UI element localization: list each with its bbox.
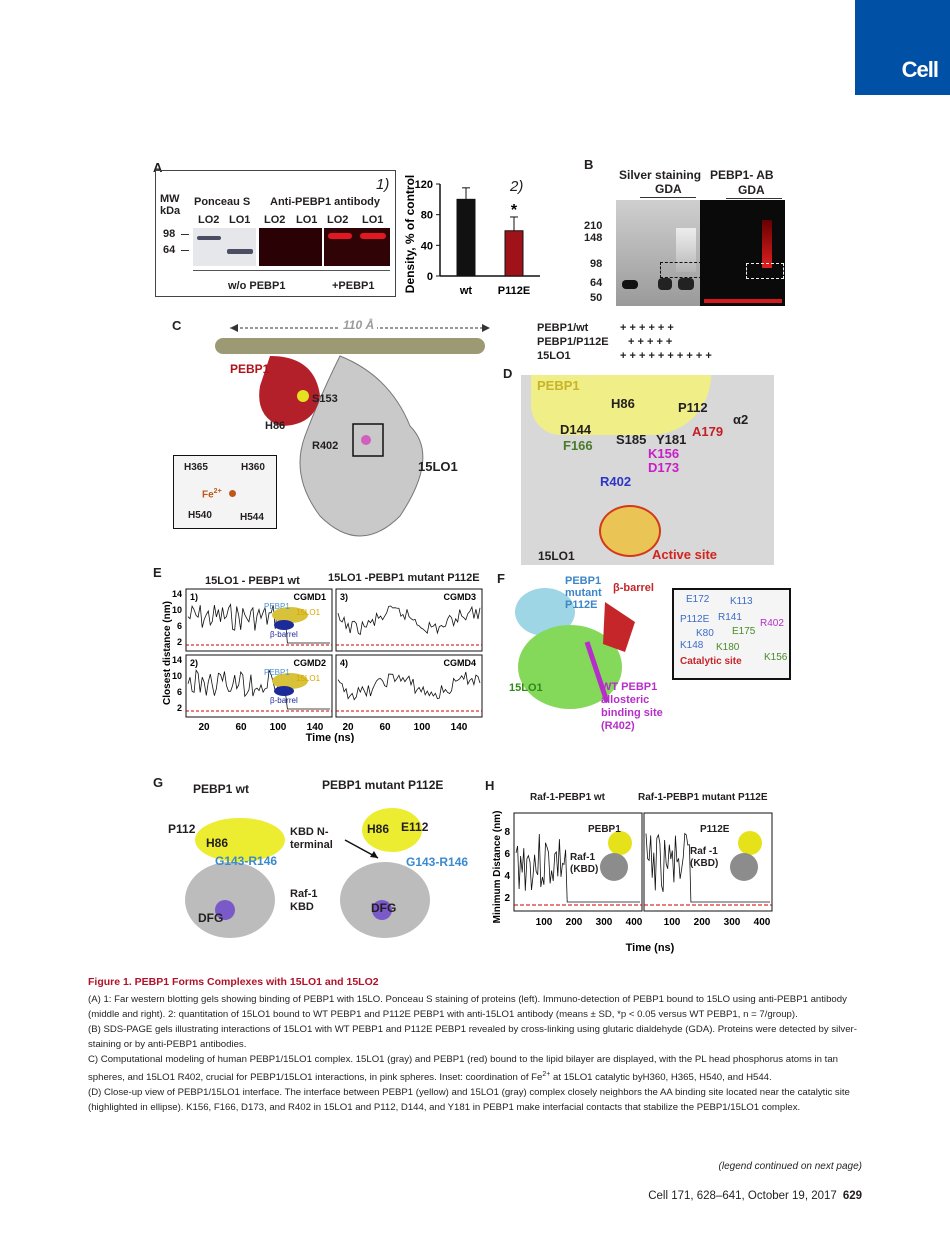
cell-journal-badge	[855, 0, 950, 95]
f-15lo1-label: 15LO1	[509, 682, 543, 694]
category-label: P112E	[497, 285, 531, 297]
page-footer	[648, 1190, 862, 1202]
f-inset-label: E172	[686, 594, 710, 605]
caption-c-sup: 2+	[542, 1071, 551, 1078]
mw-64-tick	[181, 250, 189, 251]
y-tick-label: 8	[504, 827, 510, 838]
x-tick-label: 100	[413, 722, 431, 733]
cgmd-label: CGMD4	[443, 658, 476, 668]
subplot-number: 1)	[190, 592, 199, 602]
pebp1-mini-structure	[738, 831, 762, 855]
f-bbarrel-label: β-barrel	[613, 582, 654, 594]
gda-bracket-2	[726, 198, 782, 199]
bar-chart-plot	[415, 179, 540, 297]
f-inset-label: K156	[764, 652, 788, 663]
h540-label: H540	[188, 510, 212, 521]
f-wt-site-label: WT PEBP1 allosteric binding site (R402)	[601, 681, 663, 732]
g-raf1-kbd-label: Raf-1 KBD	[290, 888, 318, 913]
row-marks: + + + + + +	[620, 322, 674, 334]
g-g143b-label: G143-R146	[406, 855, 469, 869]
d-p112-label: P112	[678, 400, 708, 415]
panel-b-letter: B	[584, 157, 594, 172]
row-label-15lo1: 15LO1	[537, 350, 571, 362]
x-tick-label: 200	[565, 917, 583, 928]
raf1-mini-structure	[600, 853, 628, 881]
f-interface-inset	[672, 588, 791, 680]
y-tick-label: 2	[176, 637, 182, 647]
cgmd-label: CGMD3	[443, 592, 476, 602]
raf1-mini-structure	[730, 853, 758, 881]
distance-label: 110 Å	[340, 318, 377, 332]
gel-band	[328, 233, 352, 239]
f-inset-label: K80	[696, 628, 714, 639]
g-mut-title: PEBP1 mutant P112E	[322, 778, 444, 792]
panel-h-letter: H	[485, 778, 495, 793]
caption-para-c	[88, 1052, 866, 1085]
g-kbd-n-label: KBD N-terminal	[290, 826, 333, 851]
pebp1-mini-label: PEBP1	[264, 602, 290, 611]
x-tick-label: 400	[625, 917, 643, 928]
gel-smear	[762, 220, 772, 268]
mw-210: 210	[584, 220, 603, 232]
h-pebp1-label: PEBP1	[588, 824, 621, 835]
citation: Cell 171, 628–641, October 19, 2017	[648, 1190, 837, 1202]
f-inset-label: K113	[730, 596, 753, 607]
y-tick-label: 40	[420, 240, 433, 253]
ponceau-label: Ponceau S	[194, 196, 251, 208]
caption-title: Figure 1. PEBP1 Forms Complexes with 15LO1 and 15LO2	[88, 976, 379, 988]
pebp1-label: PEBP1	[230, 362, 270, 376]
h-raf1a-label: Raf-1 (KBD)	[570, 852, 599, 875]
chart-ylabel: Density, % of control	[403, 174, 417, 294]
figure-caption	[88, 975, 866, 1115]
d144-label: D144	[560, 422, 592, 437]
gda-label-2: GDA	[738, 183, 765, 197]
g-h86-label: H86	[206, 836, 229, 850]
f-inset-label: P112E	[680, 614, 710, 625]
wo-pebp1-label: w/o PEBP1	[228, 280, 286, 292]
lane-label: LO2	[327, 214, 349, 226]
gda-label-1: GDA	[655, 182, 682, 196]
x-tick-label: 140	[450, 722, 468, 733]
subplot-number: 2)	[190, 658, 199, 668]
y-tick-label: 2	[176, 703, 182, 713]
gel-band	[360, 233, 386, 239]
mw-label: MW	[160, 193, 180, 205]
e-xlabel: Time (ns)	[305, 732, 355, 743]
fe-coordination-inset	[173, 455, 277, 529]
x-tick-label: 20	[342, 722, 354, 733]
density-bar-chart	[400, 172, 560, 300]
y-tick-label: 4	[504, 871, 510, 882]
subplot-number: 4)	[340, 658, 349, 668]
gel-band	[658, 278, 672, 290]
h-ylabel: Minimum Distance (nm)	[492, 810, 503, 924]
x-tick-label: 60	[379, 722, 391, 733]
panel-a-letter: A	[153, 160, 163, 175]
kda-label: kDa	[160, 205, 181, 217]
panel-d-letter: D	[503, 366, 513, 381]
fe-superscript: 2+	[213, 488, 222, 495]
mw-64-b: 64	[590, 277, 603, 289]
g-h86b-label: H86	[367, 822, 390, 836]
f166-label: F166	[563, 438, 593, 453]
page-number: 629	[842, 1190, 862, 1202]
gel-highlight-box	[660, 262, 702, 278]
silver-staining-label: Silver staining	[619, 168, 702, 182]
k156-label: K156	[648, 446, 680, 461]
y181-label: Y181	[656, 432, 687, 447]
mw-98-tick	[181, 234, 189, 235]
e-plot-group	[172, 589, 482, 733]
panel-c-letter: C	[172, 318, 182, 333]
gel-band	[197, 236, 221, 240]
closest-distance-plots	[160, 585, 490, 743]
lane-label: LO1	[362, 214, 384, 226]
f-pebp1-mutant-label: PEBP1 mutant P112E	[565, 575, 602, 611]
mw-98-b: 98	[590, 258, 603, 270]
y-tick-label: 6	[504, 849, 510, 860]
active-site-label: Active site	[652, 547, 718, 562]
g-dfg-label: DFG	[198, 911, 224, 925]
lo1-mini-label: 15LO1	[296, 674, 321, 683]
y-tick-label: 6	[176, 621, 182, 631]
h-xlabel: Time (ns)	[625, 942, 675, 954]
subplot-number: 3)	[340, 592, 349, 602]
h86-label: H86	[265, 420, 286, 432]
gel-band	[704, 299, 782, 303]
gda-bracket-1	[640, 197, 696, 198]
g-p112-label: P112	[168, 822, 196, 836]
g-g143-label: G143-R146	[215, 854, 278, 868]
pebp1-mini-label: PEBP1	[264, 668, 290, 677]
gel-highlight-box	[746, 263, 784, 279]
y-tick-label: 14	[171, 589, 182, 599]
gel-band	[622, 280, 638, 289]
significance-star: *	[510, 201, 518, 219]
caption-para-d: (D) Close-up view of PEBP1/15LO1 interface. The interface between PEBP1 (yellow) and 15LO1 (gray) complex closely neighbors the AA binding site located near the catalytic site (highlighted in ellipse). K156, F166, D173, and R402 in 15LO1 and P112, D144, and Y181 in PEBP1 make interfacial contacts that stabilize the PEBP1/15LO1 complex.	[88, 1087, 850, 1114]
panel-g-letter: G	[153, 775, 164, 790]
min-distance-plots	[488, 805, 788, 955]
subpanel-1-label: 1)	[376, 176, 390, 193]
g-wt-title: PEBP1 wt	[193, 782, 250, 796]
15lo1-label: 15LO1	[418, 459, 458, 474]
pebp1-ab-gel	[700, 200, 785, 306]
e-title-right: 15LO1 -PEBP1 mutant P112E	[328, 572, 480, 584]
caption-para-b: (B) SDS-PAGE gels illustrating interactions of 15LO1 with WT PEBP1 and P112E PEBP1 revealed by cross-linking using glutaric dialdehyde (GDA). Proteins were detected by silver-staining or by anti-PEBP1 antibodies.	[88, 1024, 857, 1050]
anti-pebp1-gel-plus	[324, 228, 390, 266]
x-tick-label: 100	[269, 722, 287, 733]
lane-label: LO1	[296, 214, 318, 226]
lo1-mini-label: 15LO1	[296, 608, 321, 617]
plus-pebp1-label: +PEBP1	[332, 280, 375, 292]
f-inset-label: Catalytic site	[680, 656, 742, 667]
g-dfgb-label: DFG	[371, 901, 397, 915]
g-e112-label: E112	[401, 820, 429, 834]
row-marks: + + + + + + + + + +	[620, 350, 712, 362]
d-r402-label: R402	[600, 474, 632, 489]
distance-trace	[338, 606, 480, 635]
h-title-wt: Raf-1-PEBP1 wt	[530, 792, 606, 803]
mw-148: 148	[584, 232, 603, 244]
r402-label: R402	[312, 440, 339, 452]
f-inset-label: K180	[716, 642, 740, 653]
h365-label: H365	[184, 462, 208, 473]
cgmd-label: CGMD2	[293, 658, 326, 668]
barrel-mini-label: β-barrel	[270, 696, 298, 705]
alpha2-label: α2	[733, 412, 749, 427]
distance-trace	[338, 672, 480, 700]
caption-c-text: C) Computational modeling of human PEBP1/15LO1 complex. 15LO1 (gray) and PEBP1 (red) bound to the lipid bilayer are displayed, with the PL head phosphorus atoms in tan spheres, and 15LO1 R402, crucial for PEBP1/15LO1 interactions, in pink spheres. Inset: coordination of Fe	[88, 1054, 838, 1084]
barrel-mini-label: β-barrel	[270, 630, 298, 639]
y-tick-label: 10	[171, 671, 182, 681]
gel-band	[678, 278, 694, 290]
a179-label: A179	[692, 424, 724, 439]
pebp1-ab-label: PEBP1- AB	[710, 168, 774, 182]
h360-label: H360	[241, 462, 265, 473]
anti-pebp1-gel-wo	[259, 228, 322, 266]
panel-f-letter: F	[497, 571, 505, 586]
legend-continued: (legend continued on next page)	[718, 1161, 862, 1172]
f-inset-label: K148	[680, 640, 704, 651]
x-tick-label: 20	[198, 722, 210, 733]
fe-text: Fe	[202, 489, 214, 501]
arrow-head-right	[482, 324, 490, 332]
mw-98: 98	[163, 228, 176, 240]
bar	[505, 231, 523, 276]
raf1-wt-gray	[185, 862, 275, 938]
row-label-pebp1-wt: PEBP1/wt	[537, 322, 589, 334]
category-label: wt	[459, 285, 473, 297]
x-tick-label: 100	[535, 917, 553, 928]
x-tick-label: 300	[723, 917, 741, 928]
gel-band	[227, 249, 253, 254]
mw-64: 64	[163, 244, 176, 256]
row-marks: + + + + +	[628, 336, 673, 348]
row-label-pebp1-p112e: PEBP1/P112E	[537, 336, 609, 348]
s153-sphere	[297, 390, 309, 402]
d-h86-label: H86	[611, 396, 635, 411]
barrel-blob	[274, 686, 294, 696]
cell-logo-text: Cell	[901, 57, 938, 82]
d-pebp1-label: PEBP1	[537, 378, 580, 393]
h544-label: H544	[240, 512, 264, 523]
panel-e-letter: E	[153, 565, 162, 580]
e-title-left: 15LO1 - PEBP1 wt	[205, 575, 300, 587]
h-title-mut: Raf-1-PEBP1 mutant P112E	[638, 792, 768, 803]
y-tick-label: 2	[504, 893, 510, 904]
gel-divider	[193, 270, 390, 271]
caption-c-text-end: at 15LO1 catalytic byH360, H365, H540, and H544.	[550, 1072, 772, 1084]
s153-label: S153	[312, 393, 338, 405]
y-tick-label: 14	[171, 655, 182, 665]
d-15lo1-label: 15LO1	[538, 549, 575, 563]
bar	[457, 199, 475, 276]
barrel-blob	[274, 620, 294, 630]
x-tick-label: 100	[663, 917, 681, 928]
e-ylabel: Closest distance (nm)	[162, 601, 173, 705]
h-p112e-label: P112E	[700, 824, 730, 835]
ponceau-gel	[193, 228, 256, 266]
y-tick-label: 120	[414, 179, 433, 191]
h-raf1b-label: Raf -1 (KBD)	[690, 846, 719, 869]
x-tick-label: 140	[306, 722, 324, 733]
y-tick-label: 10	[171, 605, 182, 615]
x-tick-label: 400	[753, 917, 771, 928]
anti-pebp1-label: Anti-PEBP1 antibody	[270, 196, 381, 208]
subpanel-2-label: 2)	[510, 178, 524, 195]
fe-label	[202, 488, 222, 500]
f-inset-label: R402	[760, 618, 784, 629]
f-inset-label: E175	[732, 626, 756, 637]
f-inset-label: R141	[718, 612, 742, 623]
d173-label: D173	[648, 460, 680, 475]
lane-label: LO2	[198, 214, 220, 226]
cgmd-label: CGMD1	[293, 592, 326, 602]
lane-label: LO2	[264, 214, 286, 226]
lane-label: LO1	[229, 214, 251, 226]
fe-atom	[229, 490, 236, 497]
silver-stain-gel	[616, 200, 700, 306]
x-tick-label: 60	[235, 722, 247, 733]
arrow-head-left	[230, 324, 238, 332]
y-tick-label: 80	[420, 209, 433, 222]
r402-sphere	[361, 435, 371, 445]
x-tick-label: 300	[595, 917, 613, 928]
mw-50-b: 50	[590, 292, 603, 304]
x-tick-label: 200	[693, 917, 711, 928]
y-tick-label: 0	[426, 271, 433, 283]
caption-para-a: (A) 1: Far western blotting gels showing binding of PEBP1 with 15LO. Ponceau S staining of proteins (left). Immuno-detection of PEBP1 bound to 15LO using anti-PEBP1 antibody (middle and right). 2: quantitation of 15LO1 bound to WT PEBP1 and P112E PEBP1 with anti-15LO1 antibody (means ± SD, *p < 0.05 versus WT PEBP1, n = 7/group).	[88, 994, 847, 1020]
lipid-bilayer-spheres	[215, 338, 485, 354]
s185-label: S185	[616, 432, 647, 447]
y-tick-label: 6	[176, 687, 182, 697]
h-plot-group	[504, 813, 772, 928]
raf1-mut-gray	[340, 862, 430, 938]
